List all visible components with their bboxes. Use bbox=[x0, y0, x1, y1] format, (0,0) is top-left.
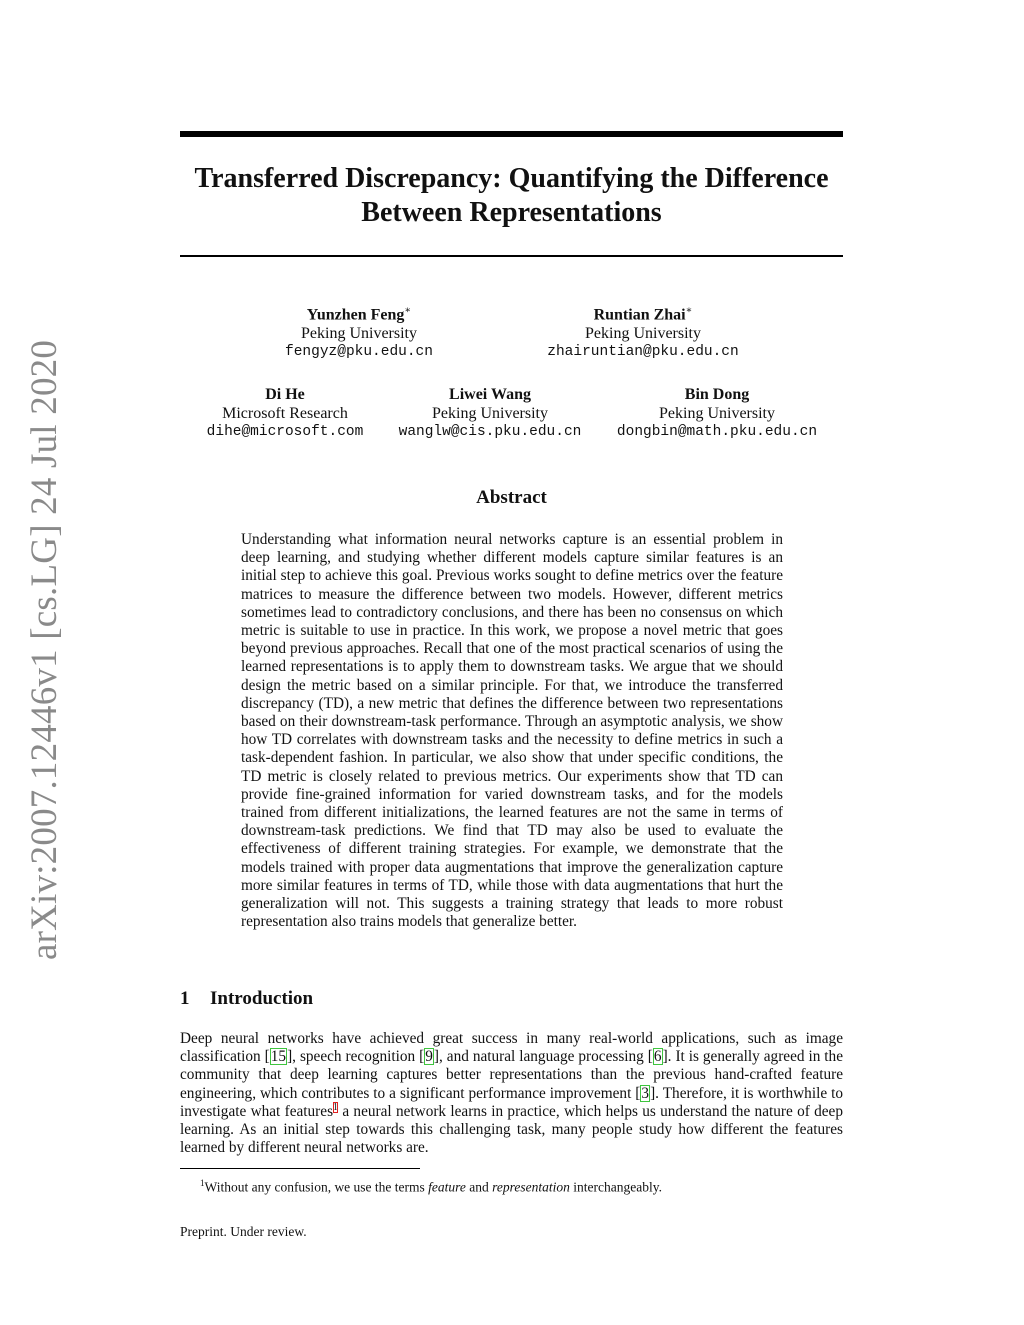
footnote-mark: 1 bbox=[200, 1178, 205, 1188]
preprint-notice: Preprint. Under review. bbox=[180, 1224, 307, 1239]
introduction-paragraph: Deep neural networks have achieved great success in many real-world applications, such as image classification [15], speech recognition [9], and natural language processing [6]. It is generally agreed in the community that deep learning captures better representations than the previous hand-crafted feature engineering, which contributes to a significant performance improvement [3]. Therefore, it is worthwhile to investigate what features$^1$ a neural network learns in practice, which helps us understand the nature of deep learning. As an initial step towards this challenging task, many people study how different the features learned by different neural networks are. bbox=[180, 1030, 843, 1157]
author-affiliation: Microsoft Research bbox=[222, 405, 348, 422]
abstract-heading: Abstract bbox=[476, 487, 547, 508]
footnote-rule bbox=[180, 1168, 420, 1169]
author-email[interactable]: zhairuntian@pku.edu.cn bbox=[547, 344, 739, 361]
section-title: Introduction bbox=[210, 988, 314, 1009]
author-affiliation: Peking University bbox=[432, 405, 548, 422]
author-block bbox=[607, 385, 827, 442]
author-name: Yunzhen Feng∗ bbox=[306, 305, 412, 324]
author-name: Liwei Wang bbox=[449, 386, 531, 403]
title-bottom-rule bbox=[180, 255, 843, 257]
citation-link[interactable]: [9] bbox=[419, 1048, 440, 1066]
author-block bbox=[259, 301, 459, 362]
author-email[interactable]: dihe@microsoft.com bbox=[206, 424, 364, 440]
section-number: 1 bbox=[180, 988, 190, 1009]
footnote: $^1$Without any confusion, we use the terms feature and representation interchangeably. bbox=[200, 1178, 663, 1195]
author-affiliation: Peking University bbox=[659, 405, 775, 422]
author-email[interactable]: fengyz@pku.edu.cn bbox=[285, 344, 433, 361]
citation-link[interactable]: [15] bbox=[264, 1048, 293, 1066]
citation-link[interactable]: [6] bbox=[647, 1048, 668, 1066]
author-affiliation: Peking University bbox=[585, 325, 701, 343]
author-block bbox=[190, 385, 380, 442]
arxiv-identifier-stamp: arXiv:2007.12446v1 [cs.LG] 24 Jul 2020 bbox=[24, 339, 65, 961]
author-block bbox=[387, 385, 593, 442]
author-affiliation: Peking University bbox=[301, 325, 417, 343]
title-top-rule bbox=[180, 131, 843, 137]
author-name: Runtian Zhai∗ bbox=[593, 305, 693, 324]
citation-link[interactable]: [3] bbox=[635, 1084, 656, 1102]
abstract-body: Understanding what information neural networks capture is an essential problem in deep learning, and studying whether different models capture similar features is an initial step to achieve this goal. Previous works sought to define metrics over the feature matrices to measure the difference between two models. However, different metrics sometimes lead to contradictory conclusions, and there has been no consensus on which metric is suitable to use in practice. In this work, we propose a novel metric that goes beyond previous approaches. Recall that one of the most practical scenarios of using the learned representations is to apply them to downstream tasks. We argue that we should design the metric based on a similar principle. For that, we introduce the transferred discrepancy (TD), a new metric that defines the difference between two representations based on their downstream-task performance. Through an asymptotic analysis, we show how TD correlates with downstream tasks and the necessity to define metrics in such a task-dependent fashion. In particular, we also show that under specific conditions, the TD metric is closely related to previous metrics. Our experiments show that TD can provide fine-grained information for varied downstream tasks, and for the models trained from different initializations, the learned features are not the same in terms of downstream-task predictions. We find that TD may also be used to evaluate the effectiveness of different training strategies. For example, we demonstrate that the models trained with proper data augmentations that improve the generalization capture more similar features in terms of TD, while those with data augmentations that hurt the generalization will not. This suggests a training strategy that leads to more robust representation also trains models that generalize better. bbox=[241, 531, 783, 931]
title-line-1: Transferred Discrepancy: Quantifying the Difference bbox=[194, 163, 829, 194]
section-heading-introduction bbox=[180, 988, 313, 1010]
footnote-reference-link[interactable]: 1 bbox=[333, 1101, 339, 1113]
paper-title bbox=[180, 162, 843, 230]
author-name: Di He bbox=[265, 386, 305, 403]
author-block bbox=[523, 301, 763, 362]
title-line-2: Between Representations bbox=[361, 197, 662, 228]
author-email[interactable]: dongbin@math.pku.edu.cn bbox=[616, 424, 818, 440]
author-name: Bin Dong bbox=[684, 386, 750, 403]
author-email[interactable]: wanglw@cis.pku.edu.cn bbox=[398, 424, 582, 440]
